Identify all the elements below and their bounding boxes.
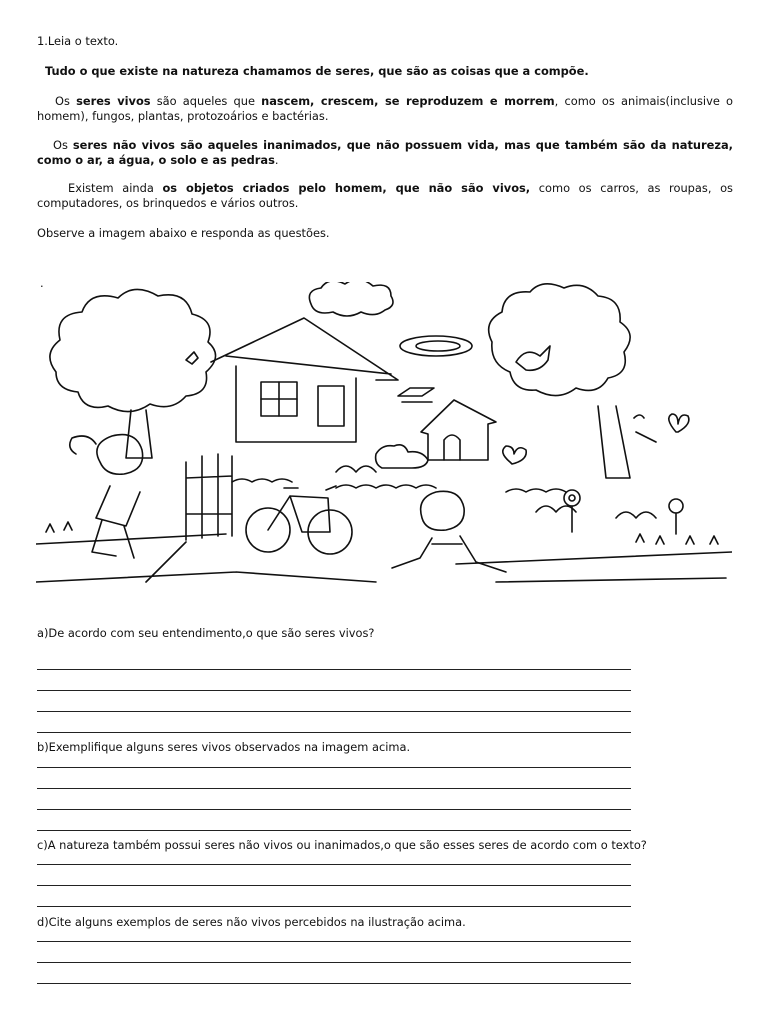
question-d: d)Cite alguns exemplos de seres não vivos percebidos na ilustração acima. — [37, 915, 466, 929]
stray-dot: . — [40, 276, 44, 290]
intro-text: Tudo o que existe na natureza chamamos de seres, que são as coisas que a compõe. — [45, 64, 589, 78]
p2-e: , como os animais(inclusive o homem), fungos, plantas, protozoários e bactérias. — [37, 94, 733, 123]
sun-icon — [400, 336, 472, 356]
bicycle-frame — [268, 486, 336, 532]
human-objects-paragraph — [37, 181, 733, 211]
p2-b: seres vivos — [76, 94, 151, 108]
answer-line[interactable] — [37, 690, 631, 691]
butterfly-icon — [669, 414, 689, 432]
answer-line[interactable] — [37, 962, 631, 963]
gate-icon — [186, 454, 232, 540]
flower-icon-2 — [669, 499, 683, 513]
p2-c: são aqueles que — [150, 94, 262, 108]
left-tree-canopy — [50, 289, 216, 411]
answer-line[interactable] — [37, 711, 631, 712]
answer-line[interactable] — [37, 830, 631, 831]
observe-instruction: Observe a imagem abaixo e responda as questões. — [37, 226, 330, 240]
p4-c: como os carros, as roupas, os computadores, os brinquedos e vários outros. — [37, 181, 733, 210]
question-c: c)A natureza também possui seres não vivos ou inanimados,o que são esses seres de acordo com o texto? — [37, 838, 647, 852]
dog-icon — [376, 445, 428, 468]
non-living-paragraph — [37, 138, 733, 168]
butterfly-icon-2 — [503, 446, 526, 464]
house-icon — [211, 318, 398, 380]
answer-line[interactable] — [37, 941, 631, 942]
p3-b: seres não vivos são aqueles inanimados, que não possuem vida, mas que também são da natureza, como o ar, a água, o solo e as pedras — [37, 138, 733, 167]
question-a: a)De acordo com seu entendimento,o que são seres vivos? — [37, 626, 375, 640]
living-beings-paragraph — [37, 94, 733, 124]
p2-a: Os — [55, 94, 77, 108]
answer-line[interactable] — [37, 767, 631, 768]
boy-figure — [421, 491, 465, 530]
p4-b: os objetos criados pelo homem, que não são vivos, — [162, 181, 531, 195]
bird-icon — [516, 346, 550, 370]
answer-line[interactable] — [37, 885, 631, 886]
p4-a: Existem ainda — [68, 181, 163, 195]
right-tree-canopy — [489, 284, 630, 396]
sidewalk-lines — [36, 534, 732, 582]
p3-a: Os — [53, 138, 73, 152]
girl-figure — [97, 435, 143, 475]
answer-line[interactable] — [37, 788, 631, 789]
answer-line[interactable] — [37, 983, 631, 984]
p2-d: nascem, crescem, se reproduzem e morrem — [261, 94, 555, 108]
p3-c: . — [274, 153, 279, 167]
answer-line[interactable] — [37, 864, 631, 865]
cloud-icon — [309, 282, 393, 316]
exercise-heading: 1.Leia o texto. — [37, 34, 119, 48]
doghouse-icon — [421, 400, 496, 460]
nature-scene-illustration — [36, 282, 732, 604]
answer-line[interactable] — [37, 732, 631, 733]
intro-paragraph — [37, 64, 733, 79]
answer-line[interactable] — [37, 669, 631, 670]
answer-line[interactable] — [37, 809, 631, 810]
answer-line[interactable] — [37, 906, 631, 907]
question-b: b)Exemplifique alguns seres vivos observados na imagem acima. — [37, 740, 411, 754]
